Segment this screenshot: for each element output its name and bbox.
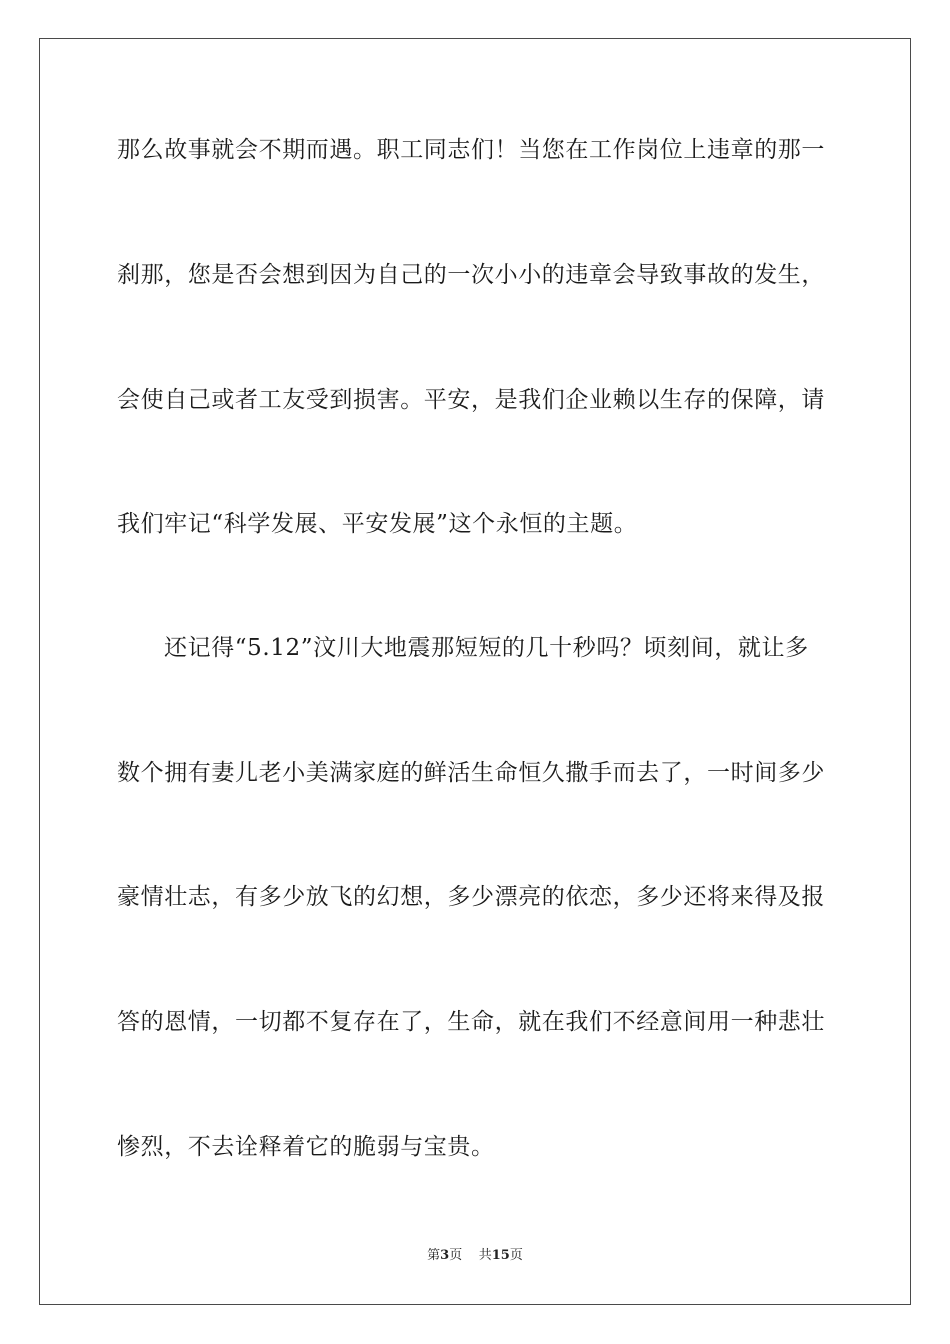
body-line-5: 还记得“5.12”汶川大地震那短短的几十秒吗？顷刻间，就让多: [164, 635, 809, 661]
body-line-6: 数个拥有妻儿老小美满家庭的鲜活生命恒久撒手而去了，一时间多少: [117, 760, 825, 786]
total-prefix: 共: [478, 1248, 492, 1263]
page-number: 3: [440, 1248, 450, 1263]
body-line-1: 那么故事就会不期而遇。职工同志们！当您在工作岗位上违章的那一: [117, 137, 825, 163]
total-pages: 15: [491, 1248, 510, 1263]
body-line-9: 惨烈，不去诠释着它的脆弱与宝贵。: [117, 1134, 495, 1160]
page-footer: [0, 1247, 950, 1265]
body-line-3: 会使自己或者工友受到损害。平安，是我们企业赖以生存的保障，请: [117, 387, 825, 413]
page-border: [39, 38, 911, 1305]
total-suffix: 页: [509, 1248, 523, 1263]
page-prefix: 第: [427, 1248, 441, 1263]
body-line-8: 答的恩情，一切都不复存在了，生命，就在我们不经意间用一种悲壮: [117, 1009, 825, 1035]
body-line-2: 刹那，您是否会想到因为自己的一次小小的违章会导致事故的发生，: [117, 262, 825, 288]
body-line-4: 我们牢记“科学发展、平安发展”这个永恒的主题。: [117, 511, 638, 537]
page-suffix: 页: [449, 1248, 463, 1263]
body-line-7: 豪情壮志，有多少放飞的幻想，多少漂亮的依恋，多少还将来得及报: [117, 884, 825, 910]
